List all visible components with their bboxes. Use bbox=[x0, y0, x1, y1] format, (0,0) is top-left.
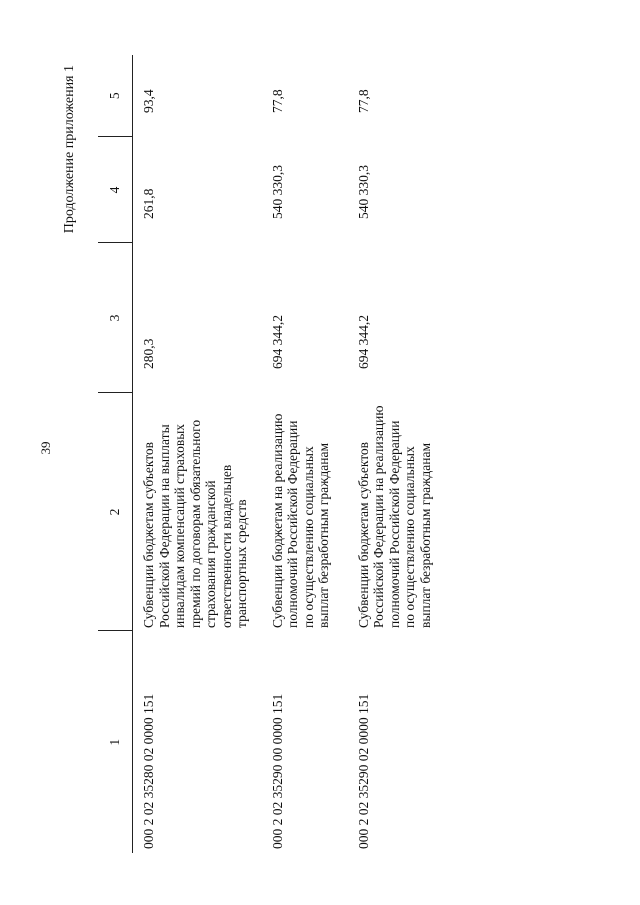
budget-code: 000 2 02 35290 00 0000 151 bbox=[269, 693, 285, 849]
column-number-row bbox=[98, 55, 133, 853]
column-header-5: 5 bbox=[98, 55, 133, 137]
page-number: 39 bbox=[38, 441, 53, 455]
approved-amount: 694 344,2 bbox=[269, 315, 285, 369]
table-row bbox=[250, 55, 332, 853]
column-header-2: 2 bbox=[98, 393, 133, 631]
executed-amount: 540 330,3 bbox=[269, 165, 285, 219]
revenue-name: Субвенции бюджетам субъектов Российской Федерации на выплаты инвалидам компенсаций страховых премий по договорам обязательного страхования гражданской ответственности владельцев транспортных средств bbox=[141, 419, 249, 628]
executed-amount: 540 330,3 bbox=[355, 165, 371, 219]
revenue-name: Субвенции бюджетам на реализацию полномочий Российской Федерации по осуществлению социальных выплат безработным гражданам bbox=[269, 413, 331, 628]
approved-amount: 280,3 bbox=[141, 338, 156, 369]
execution-percent: 93,4 bbox=[141, 89, 156, 113]
approved-amount: 694 344,2 bbox=[355, 315, 371, 369]
execution-percent: 77,8 bbox=[355, 89, 371, 113]
table-row bbox=[133, 55, 250, 853]
executed-amount: 261,8 bbox=[141, 188, 156, 219]
execution-percent: 77,8 bbox=[269, 89, 285, 113]
budget-table bbox=[98, 55, 433, 853]
revenue-name: Субвенции бюджетам субъектов Российской Федерации на реализацию полномочий Российской Федерации по осуществлению социальных выплат безработным гражданам bbox=[355, 405, 433, 628]
budget-code: 000 2 02 35280 02 0000 151 bbox=[141, 693, 156, 849]
table-row bbox=[332, 55, 434, 853]
column-header-4: 4 bbox=[98, 137, 133, 243]
column-header-1: 1 bbox=[98, 631, 133, 853]
budget-code: 000 2 02 35290 02 0000 151 bbox=[355, 693, 371, 849]
appendix-caption: Продолжение приложения 1 bbox=[62, 65, 77, 234]
column-header-3: 3 bbox=[98, 243, 133, 393]
